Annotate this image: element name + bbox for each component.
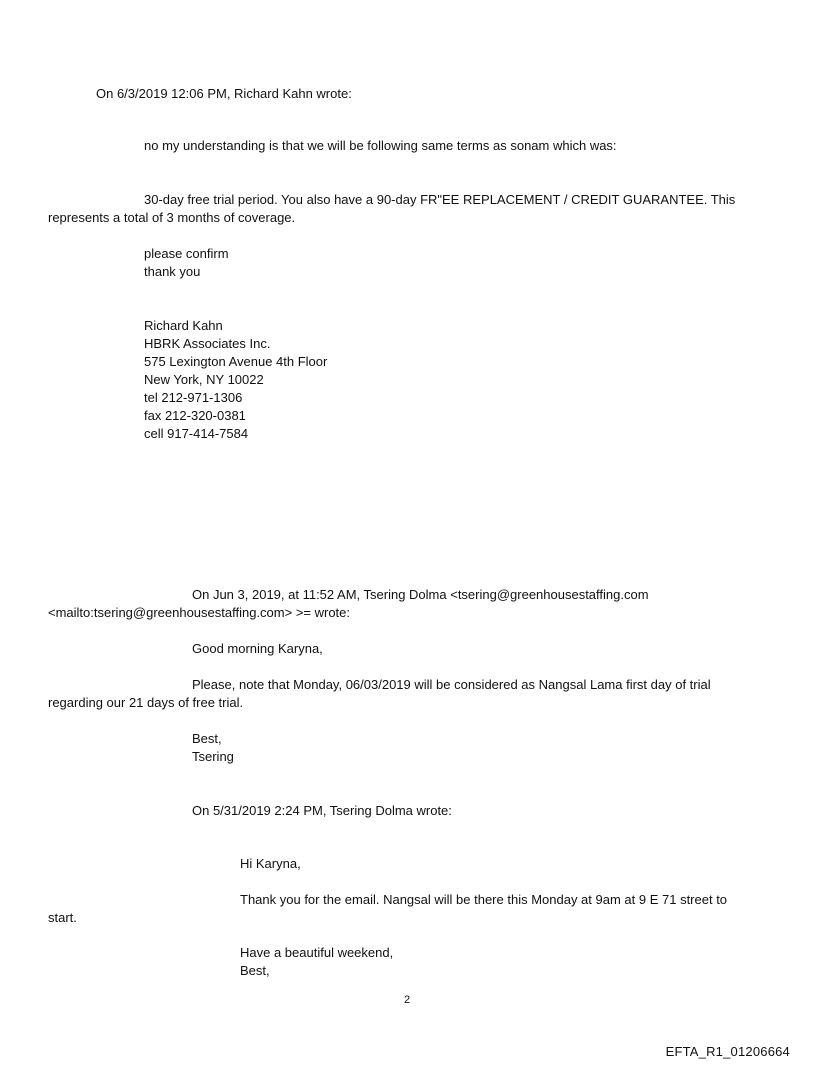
email1-terms-line: 30-day free trial period. You also have a 90-day FR"EE REPLACEMENT / CREDIT GUARANTEE. This bbox=[144, 192, 736, 207]
signature-address-line: New York, NY 10022 bbox=[144, 372, 264, 387]
email2-header: On Jun 3, 2019, at 11:52 AM, Tsering Dolma <tsering@greenhousestaffing.com bbox=[192, 587, 649, 602]
email1-confirm-line: please confirm bbox=[144, 246, 229, 261]
signature-tel: tel 212-971-1306 bbox=[144, 390, 243, 405]
email1-confirm-line: thank you bbox=[144, 264, 201, 279]
email2-closing: Tsering bbox=[192, 749, 234, 764]
email2-closing: Best, bbox=[192, 731, 222, 746]
email3-greeting: Hi Karyna, bbox=[240, 856, 301, 871]
email2-body-line: regarding our 21 days of free trial. bbox=[48, 695, 244, 710]
signature-address-line: 575 Lexington Avenue 4th Floor bbox=[144, 354, 328, 369]
email3-body-line: start. bbox=[48, 910, 77, 925]
email3-body-line: Thank you for the email. Nangsal will be there this Monday at 9am at 9 E 71 street to bbox=[240, 892, 728, 907]
signature-company: HBRK Associates Inc. bbox=[144, 336, 271, 351]
email2-greeting: Good morning Karyna, bbox=[192, 641, 323, 656]
page-number: 2 bbox=[404, 994, 411, 1006]
email3-closing: Best, bbox=[240, 963, 270, 978]
email1-header: On 6/3/2019 12:06 PM, Richard Kahn wrote: bbox=[96, 86, 352, 101]
email1-body-line: no my understanding is that we will be following same terms as sonam which was: bbox=[144, 138, 617, 153]
email1-terms-line: represents a total of 3 months of coverage. bbox=[48, 210, 296, 225]
email2-body-line: Please, note that Monday, 06/03/2019 will be considered as Nangsal Lama first day of trial bbox=[192, 677, 711, 692]
signature-name: Richard Kahn bbox=[144, 318, 223, 333]
signature-fax: fax 212-320-0381 bbox=[144, 408, 246, 423]
email3-header: On 5/31/2019 2:24 PM, Tsering Dolma wrote: bbox=[192, 803, 452, 818]
signature-cell: cell 917-414-7584 bbox=[144, 426, 249, 441]
document-id: EFTA_R1_01206664 bbox=[665, 1044, 790, 1059]
email2-header: <mailto:tsering@greenhousestaffing.com> >= wrote: bbox=[48, 605, 351, 620]
email3-closing: Have a beautiful weekend, bbox=[240, 945, 394, 960]
